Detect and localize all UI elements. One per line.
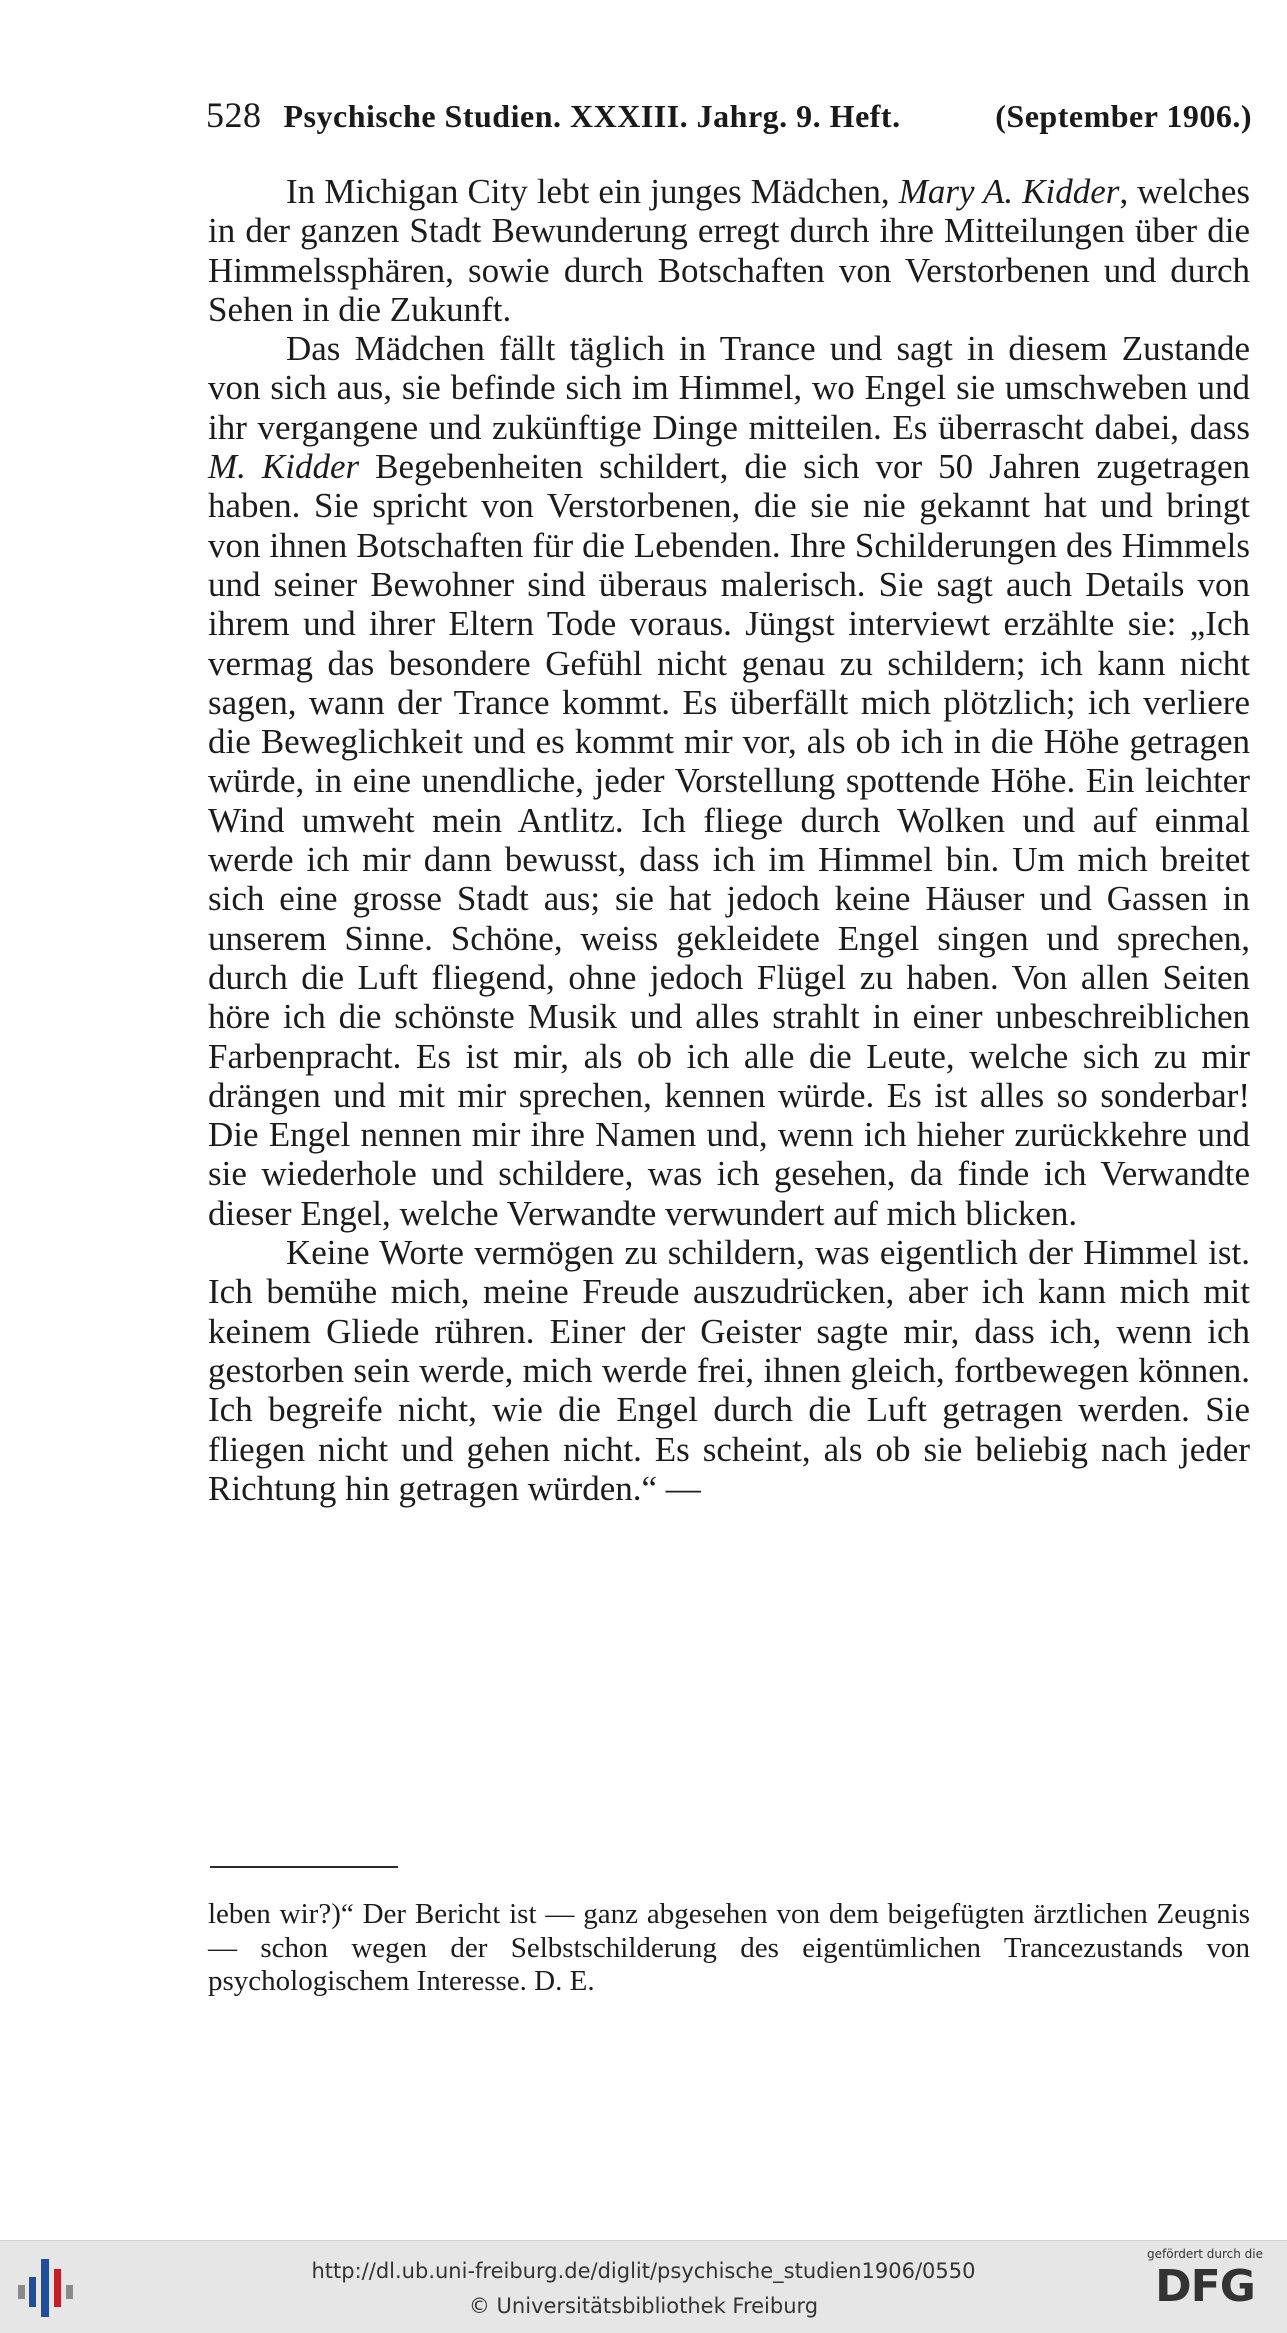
dfg-wordmark: DFG [1155,2261,1255,2312]
paragraph-1-name: Mary A. Kidder [898,172,1120,211]
paragraph-2-rest: Begebenheiten schildert, die sich vor 50 Jahren zugetragen haben. Sie spricht von Verstorbenen, die sie nie gekannt hat und bringt von ihnen Botschaften für die Lebenden. Ihre Schilderungen des Himmels und seiner Bewohner sind überaus malerisch. Sie sagt auch Details von ihrem und ihrer Eltern Tode voraus. Jüngst interviewt erzählte sie: „Ich vermag das besondere Gefühl nicht genau zu schildern; ich kann nicht sagen, wann der Trance kommt. Es überfällt mich plötzlich; ich verliere die Beweglichkeit und es kommt mir vor, als ob ich in die Höhe getragen würde, in eine unendliche, jeder Vorstellung spottende Höhe. Ein leichter Wind umweht mein Antlitz. Ich fliege durch Wolken und auf einmal werde ich mir dann bewusst, dass ich im Himmel bin. Um mich breitet sich eine grosse Stadt aus; sie hat jedoch keine Häuser und Gassen in unserem Sinne. Schöne, weiss gekleidete Engel singen und sprechen, durch die Luft fliegend, ohne jedoch Flügel zu haben. Von allen Seiten höre ich die schönste Musik und alles strahlt in einer unbeschreiblichen Farbenpracht. Es ist mir, als ob ich alle die Leute, welche sich zu mir drängen und mit mir sprechen, kennen würde. Es ist alles so sonderbar! Die Engel nennen mir ihre Namen und, wenn ich hieher zurückkehre und sie wiederhole und schildere, was ich gesehen, da finde ich Verwandte dieser Engel, welche Verwandte verwundert auf mich blicken. [208,447,1251,1233]
paragraph-2-name: M. Kidder [208,447,360,487]
paragraph-1-lead: In Michigan City lebt ein junges Mädchen, [286,172,899,211]
paragraph-1-rest: , welches in der ganzen Stadt Bewunderung erregt durch ihre Mitteilungen über die Himmelssphären, sowie durch Botschaften von Verstorbenen und durch Sehen in die Zukunft. [208,172,1250,329]
body-text [208,172,1250,1508]
page-header [206,94,1252,138]
paragraph-2 [208,329,1250,1233]
dfg-caption: gefördert durch die [1147,2247,1263,2261]
document-url-link[interactable]: http://dl.ub.uni-freiburg.de/diglit/psychische_studien1906/0550 [311,2259,976,2283]
viewer-footer-bar [0,2240,1287,2333]
paragraph-3 [208,1233,1250,1508]
footnote [208,1898,1250,1999]
dfg-logo[interactable] [1135,2247,1275,2329]
copyright-notice: © Universitätsbibliothek Freiburg [468,2294,819,2318]
footnote-text: leben wir?)“ Der Bericht ist — ganz abgesehen von dem beigefügten ärztlichen Zeugnis — schon wegen der Selbstschilderung des eigentümlichen Trancezustands von psychologischem Interesse. D. E. [208,1898,1250,1997]
page-number: 528 [206,95,262,135]
paragraph-3-lead: Keine Worte vermögen zu schildern, was eigentlich der Himmel ist. Ich bemühe mich, meine Freude auszudrücken, aber ich kann mich mit keinem Gliede rühren. Einer der Geister sagte mir, dass ich, wenn ich gestorben sein werde, mich werde frei, ihnen gleich, fortbewegen können. Ich begreife nicht, wie die Engel durch die Luft getragen werden. Sie fliegen nicht und gehen nicht. Es scheint, als ob sie beliebig nach jeder Richtung hin getragen würden.“ — [208,1233,1250,1508]
running-head [284,98,1253,135]
running-head-date: (September 1906.) [995,98,1252,134]
paragraph-2-lead: Das Mädchen fällt täglich in Trance und sagt in diesem Zustande von sich aus, sie befinde sich im Himmel, wo Engel sie umschweben und ihr vergangene und zukünftige Dinge mitteilen. Es überrascht dabei, dass [208,329,1250,447]
running-head-title: Psychische Studien. XXXIII. Jahrg. 9. Heft. [283,98,901,134]
footnote-rule [210,1866,398,1868]
paragraph-1 [208,172,1250,329]
